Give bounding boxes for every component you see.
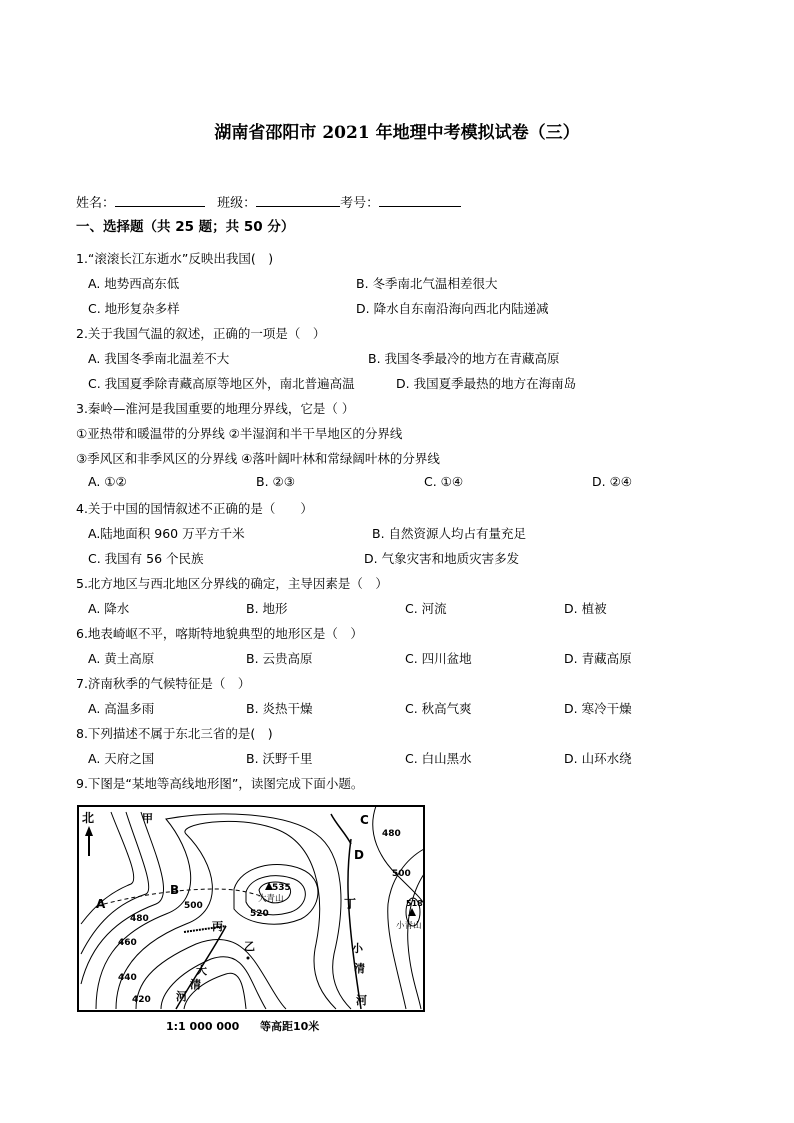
map-scale: 1:1 000 000 bbox=[166, 1020, 240, 1033]
contour-label: 480 bbox=[130, 914, 149, 924]
river2-char: 清 bbox=[354, 962, 365, 975]
number-label: 考号： bbox=[340, 196, 380, 211]
q7-option-a[interactable]: A. 高温多雨 bbox=[88, 701, 155, 716]
q1-option-b[interactable]: B. 冬季南北气温相差很大 bbox=[356, 276, 498, 291]
q2-option-c[interactable]: C. 我国夏季除青藏高原等地区外，南北普遍高温 bbox=[88, 376, 355, 391]
question-9: 9.下图是“某地等高线地形图”，读图完成下面小题。 bbox=[76, 776, 364, 791]
point-yi-dot bbox=[247, 957, 250, 960]
q5-option-b[interactable]: B. 地形 bbox=[246, 601, 288, 616]
q8-option-b[interactable]: B. 沃野千里 bbox=[246, 751, 313, 766]
contour-label: 500 bbox=[184, 901, 203, 911]
q5-option-d[interactable]: D. 植被 bbox=[564, 601, 607, 616]
river1-char: 清 bbox=[190, 978, 201, 991]
name-label: 姓名： bbox=[76, 196, 116, 211]
point-jia: 甲 bbox=[142, 812, 153, 825]
q2-option-a[interactable]: A. 我国冬季南北温差不大 bbox=[88, 351, 230, 366]
point-bing: 丙 bbox=[212, 920, 223, 933]
q3-statement-line-1: ①亚热带和暖温带的分界线 ②半湿润和半干旱地区的分界线 bbox=[76, 426, 403, 441]
name-blank[interactable] bbox=[115, 194, 205, 207]
contour-label: 480 bbox=[382, 829, 401, 839]
point-yi: 乙 bbox=[244, 940, 255, 953]
point-B: B bbox=[170, 883, 180, 897]
q8-option-c[interactable]: C. 白山黑水 bbox=[405, 751, 472, 766]
question-7: 7.济南秋季的气候特征是（ ） bbox=[76, 676, 251, 691]
q5-option-a[interactable]: A. 降水 bbox=[88, 601, 130, 616]
question-6: 6.地表崎岖不平，喀斯特地貌典型的地形区是（ ） bbox=[76, 626, 363, 641]
q3-option-c[interactable]: C. ①④ bbox=[424, 474, 464, 489]
point-C: C bbox=[360, 813, 369, 827]
q4-option-b[interactable]: B. 自然资源人均占有量充足 bbox=[372, 526, 527, 541]
river1-char: 大 bbox=[196, 964, 207, 977]
question-2: 2.关于我国气温的叙述，正确的一项是（ ） bbox=[76, 326, 326, 341]
q5-option-c[interactable]: C. 河流 bbox=[405, 601, 447, 616]
map-interval: 等高距10米 bbox=[260, 1020, 320, 1033]
contour-label: 520 bbox=[250, 909, 269, 919]
q7-option-d[interactable]: D. 寒冷干燥 bbox=[564, 701, 632, 716]
q4-option-c[interactable]: C. 我国有 56 个民族 bbox=[88, 551, 204, 566]
contour-label: 440 bbox=[118, 973, 137, 983]
q6-option-b[interactable]: B. 云贵高原 bbox=[246, 651, 313, 666]
q3-statement-line-2: ③季风区和非季风区的分界线 ④落叶阔叶林和常绿阔叶林的分界线 bbox=[76, 451, 440, 466]
question-3: 3.秦岭—淮河是我国重要的地理分界线，它是（ ） bbox=[76, 401, 355, 416]
contour-label: 420 bbox=[132, 995, 151, 1005]
peak2-name: 小青山 bbox=[396, 921, 422, 931]
class-blank[interactable] bbox=[256, 194, 340, 207]
question-1: 1.“滚滚长江东逝水”反映出我国( ) bbox=[76, 251, 274, 266]
river2-char: 小 bbox=[352, 942, 363, 955]
q8-option-d[interactable]: D. 山环水绕 bbox=[564, 751, 632, 766]
peak1-name: 大青山 bbox=[258, 894, 284, 904]
q6-option-d[interactable]: D. 青藏高原 bbox=[564, 651, 632, 666]
q3-option-b[interactable]: B. ②③ bbox=[256, 474, 295, 489]
river1-char: 河 bbox=[176, 990, 187, 1003]
class-label: 班级： bbox=[217, 196, 257, 211]
number-blank[interactable] bbox=[379, 194, 461, 207]
question-4: 4.关于中国的国情叙述不正确的是（ ） bbox=[76, 501, 313, 516]
q2-option-d[interactable]: D. 我国夏季最热的地方在海南岛 bbox=[396, 376, 577, 391]
section-heading: 一、选择题（共 25 题；共 50 分） bbox=[76, 219, 295, 235]
q6-option-c[interactable]: C. 四川盆地 bbox=[405, 651, 472, 666]
q2-option-b[interactable]: B. 我国冬季最冷的地方在青藏高原 bbox=[368, 351, 560, 366]
contour-label: 500 bbox=[392, 869, 411, 879]
contour-label: 460 bbox=[118, 938, 137, 948]
q1-option-a[interactable]: A. 地势西高东低 bbox=[88, 276, 180, 291]
q6-option-a[interactable]: A. 黄土高原 bbox=[88, 651, 155, 666]
q1-option-c[interactable]: C. 地形复杂多样 bbox=[88, 301, 180, 316]
river2-char: 河 bbox=[356, 994, 367, 1007]
point-A: A bbox=[96, 897, 106, 911]
q8-option-a[interactable]: A. 天府之国 bbox=[88, 751, 155, 766]
q3-option-a[interactable]: A. ①② bbox=[88, 474, 127, 489]
q1-option-d[interactable]: D. 降水自东南沿海向西北内陆递减 bbox=[356, 301, 549, 316]
q7-option-c[interactable]: C. 秋高气爽 bbox=[405, 701, 472, 716]
student-info bbox=[76, 192, 461, 211]
question-8: 8.下列描述不属于东北三省的是( ) bbox=[76, 726, 273, 741]
q4-option-a[interactable]: A.陆地面积 960 万平方千米 bbox=[88, 526, 245, 541]
point-D: D bbox=[354, 848, 364, 862]
peak1-elevation: 535 bbox=[272, 883, 291, 893]
peak2-elevation: 518 bbox=[406, 899, 423, 908]
page-title: 湖南省邵阳市 2021 年地理中考模拟试卷（三） bbox=[214, 123, 580, 143]
north-label: 北 bbox=[82, 811, 95, 825]
point-ding: 丁 bbox=[344, 897, 357, 911]
q4-option-d[interactable]: D. 气象灾害和地质灾害多发 bbox=[364, 551, 520, 566]
q7-option-b[interactable]: B. 炎热干燥 bbox=[246, 701, 313, 716]
question-5: 5.北方地区与西北地区分界线的确定，主导因素是（ ） bbox=[76, 576, 388, 591]
contour-map bbox=[76, 804, 436, 1040]
q3-option-d[interactable]: D. ②④ bbox=[592, 474, 632, 489]
